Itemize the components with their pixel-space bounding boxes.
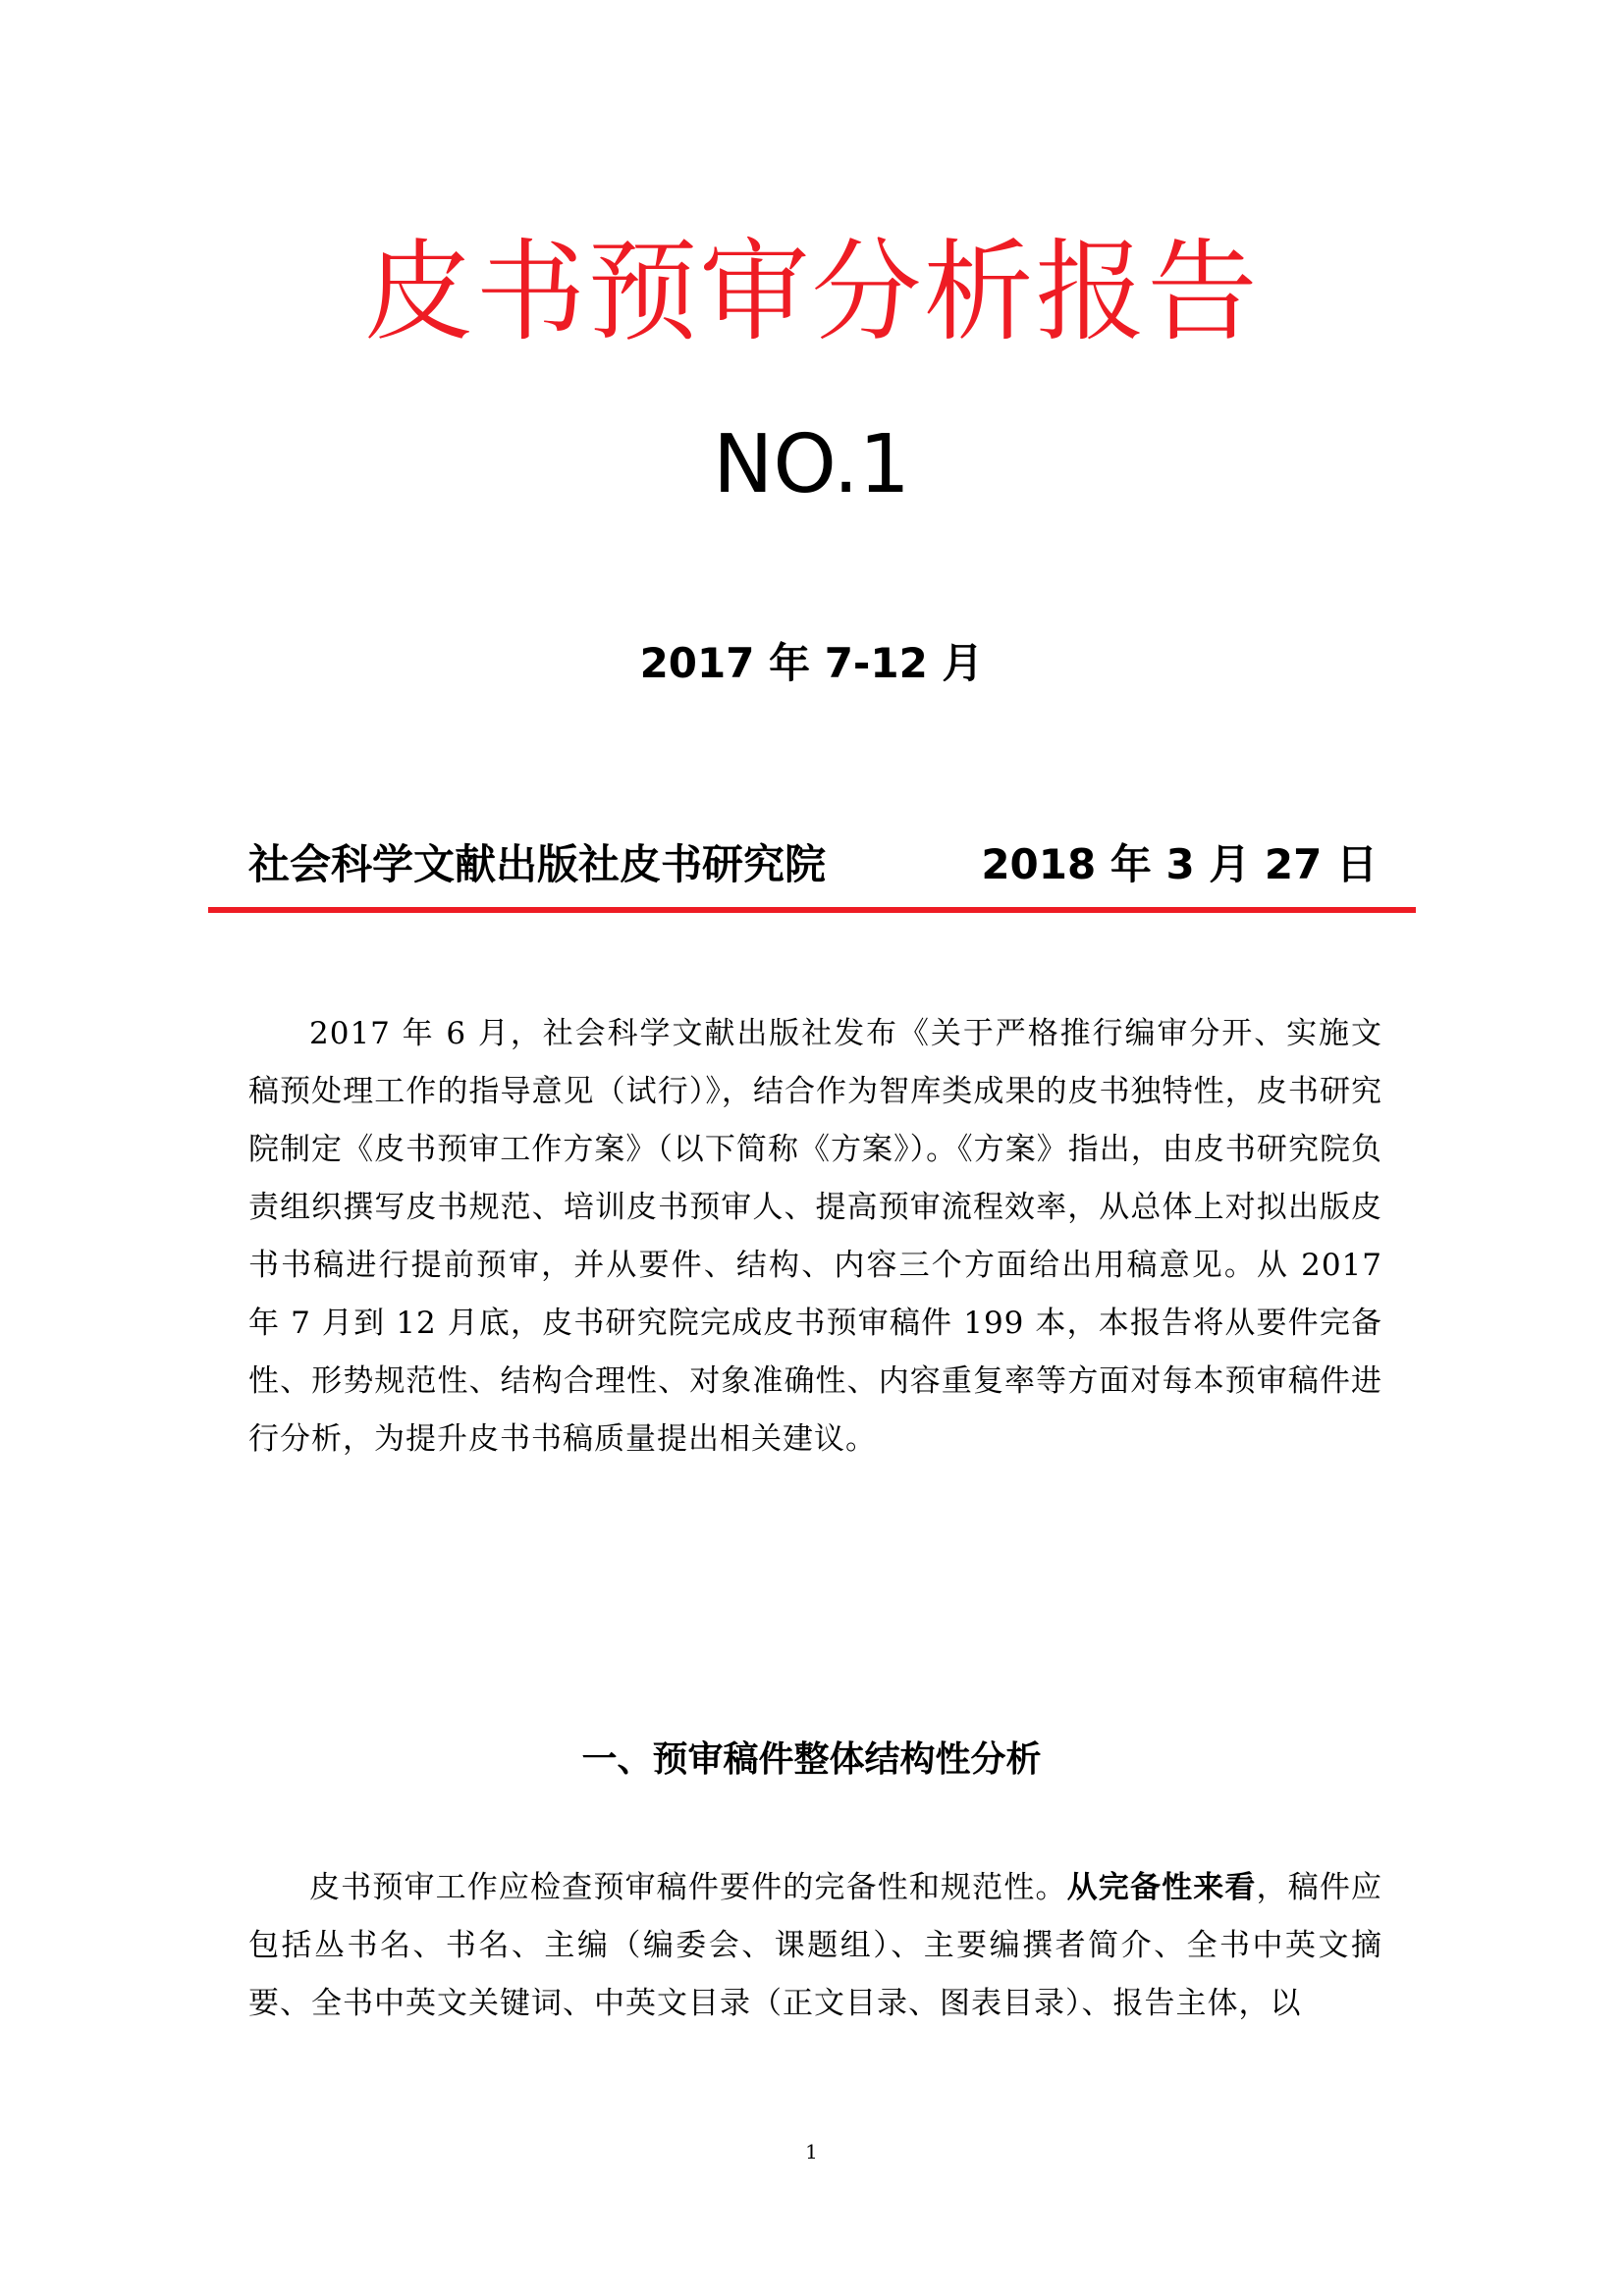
publisher-name: 社会科学文献出版社皮书研究院 [248, 840, 827, 888]
section-paragraph-emphasis: 从完备性来看 [1066, 1870, 1257, 1905]
page-number: 1 [805, 2140, 818, 2163]
section-paragraph [248, 1859, 1382, 2033]
publish-date: 2018 年 3 月 27 日 [981, 840, 1378, 888]
section-paragraph-rest: ，稿件应包括丛书名、书名、主编（编委会、课题组）、主要编撰者简介、全书中英文摘要、全书中英文关键词、中英文目录（正文目录、图表目录）、报告主体，以 [248, 1870, 1383, 2021]
report-title: 皮书预审分析报告 [363, 229, 1260, 356]
publisher-row [248, 834, 1378, 889]
header-divider [208, 907, 1416, 913]
report-period: 2017 年 7-12 月 [639, 639, 984, 687]
issue-number: NO.1 [713, 418, 910, 511]
intro-paragraph: 2017 年 6 月，社会科学文献出版社发布《关于严格推行编审分开、实施文稿预处理工作的指导意见（试行）》，结合作为智库类成果的皮书独特性，皮书研究院制定《皮书预审工作方案》（以下简称《方案》）。《方案》指出，由皮书研究院负责组织撰写皮书规范、培训皮书预审人、提高预审流程效率，从总体上对拟出版皮书书稿进行提前预审，并从要件、结构、内容三个方面给出用稿意见。从 2017 年 7 月到 12 月底，皮书研究院完成皮书预审稿件 199 本，本报告将从要件完备性、形势规范性、结构合理性、对象准确性、内容重复率等方面对每本预审稿件进行分析，为提升皮书书稿质量提出相关建议。 [248, 1016, 1382, 1457]
section-paragraph-lead: 皮书预审工作应检查预审稿件要件的完备性和规范性。 [309, 1870, 1067, 1905]
section-heading: 一、预审稿件整体结构性分析 [581, 1739, 1042, 1780]
